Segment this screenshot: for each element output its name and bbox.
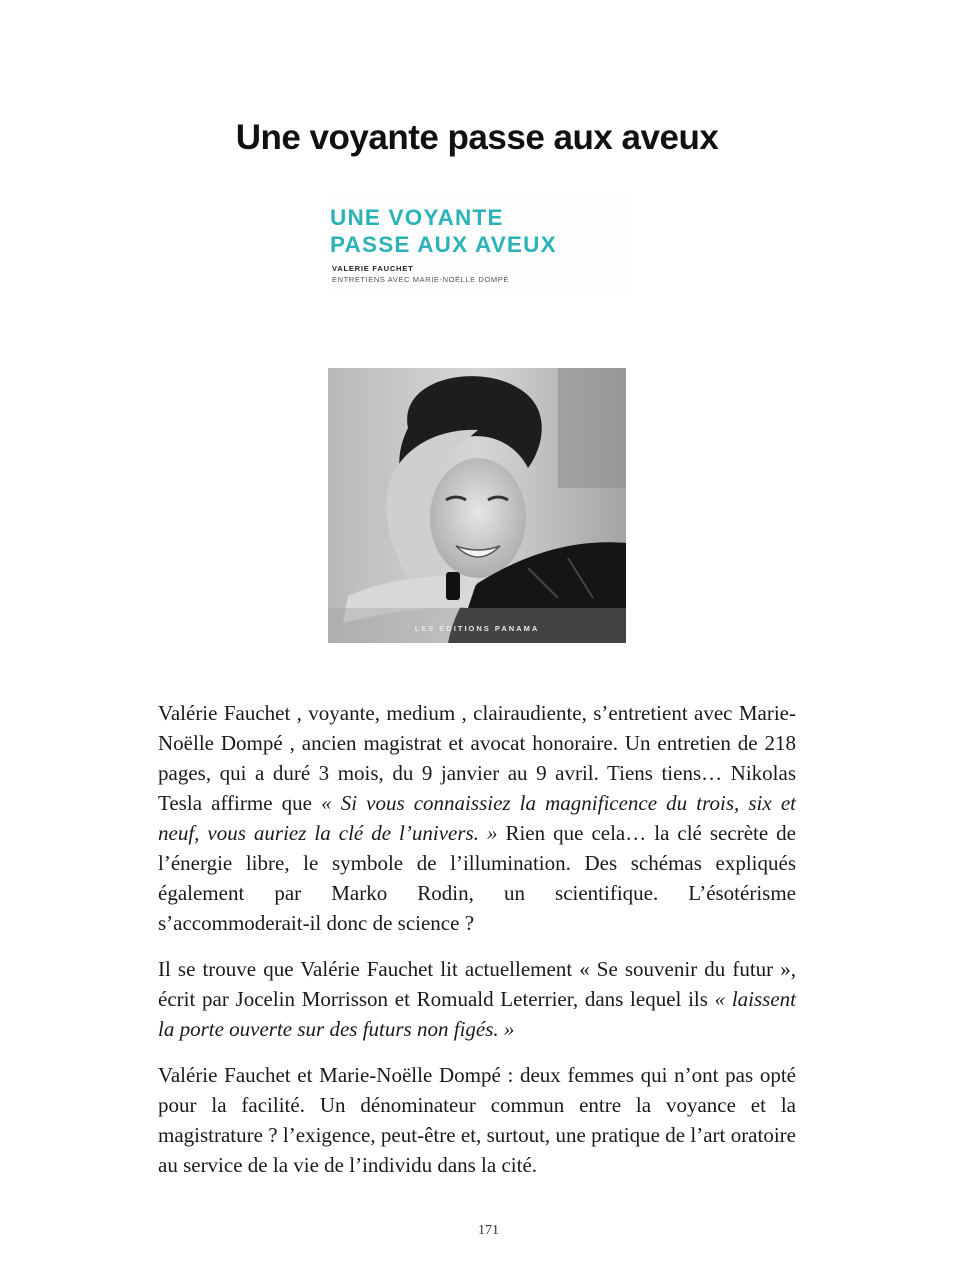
page-number: 171 (478, 1223, 499, 1238)
cover-subtitle: ENTRETIENS AVEC MARIE-NOËLLE DOMPÉ (332, 275, 509, 284)
book-quote: « laissent la porte ouverte sur des futurs non figés. » (158, 987, 796, 1041)
paragraph-3-text: Valérie Fauchet et Marie-Noëlle Dompé : deux femmes qui n’ont pas opté pour la facilité. Un dénominateur commun entre la voyance et la magistrature ? l’exigence, peut-être et, surtout, une pratique de l’art oratoire au service de la vie de l’individu dans la cité. (158, 1063, 796, 1177)
paragraph-1-text: Valérie Fauchet , voyante, medium , clairaudiente, s’entretient avec Marie-Noëlle Dompé , ancien magistrat et avocat honoraire. Un entretien de 218 pages, qui a duré 3 mois, du 9 janvier au 9 avril. Tiens tiens… Nikolas Tesla affirme que (158, 701, 796, 815)
paragraph-2 (158, 954, 796, 1044)
tesla-quote: « Si vous connaissiez la magnificence du trois, six et neuf, vous auriez la clé de l’univers. » (158, 791, 796, 845)
cover-title-line-1: UNE VOYANTE (330, 205, 504, 230)
page-title: Une voyante passe aux aveux (235, 118, 719, 157)
article-body (158, 698, 796, 1196)
cover-title-line-2: PASSE AUX AVEUX (330, 232, 557, 257)
author-portrait-photo (328, 368, 626, 643)
paragraph-1 (158, 698, 796, 938)
paragraph-3 (158, 1060, 796, 1180)
paragraph-2-text: Il se trouve que Valérie Fauchet lit actuellement « Se souvenir du futur », écrit par Jocelin Morrisson et Romuald Leterrier, dans lequel ils (158, 957, 796, 1011)
publisher-imprint: LES ÉDITIONS PANAMA (414, 624, 540, 633)
paragraph-1-text-after: Rien que cela… la clé secrète de l’énergie libre, le symbole de l’illumination. Des schémas expliqués également par Marko Rodin, un scientifique. L’ésotérisme s’accommoderait-il donc de science ? (158, 821, 796, 935)
cover-title (330, 204, 630, 258)
cover-author: VALERIE FAUCHET (332, 264, 414, 273)
